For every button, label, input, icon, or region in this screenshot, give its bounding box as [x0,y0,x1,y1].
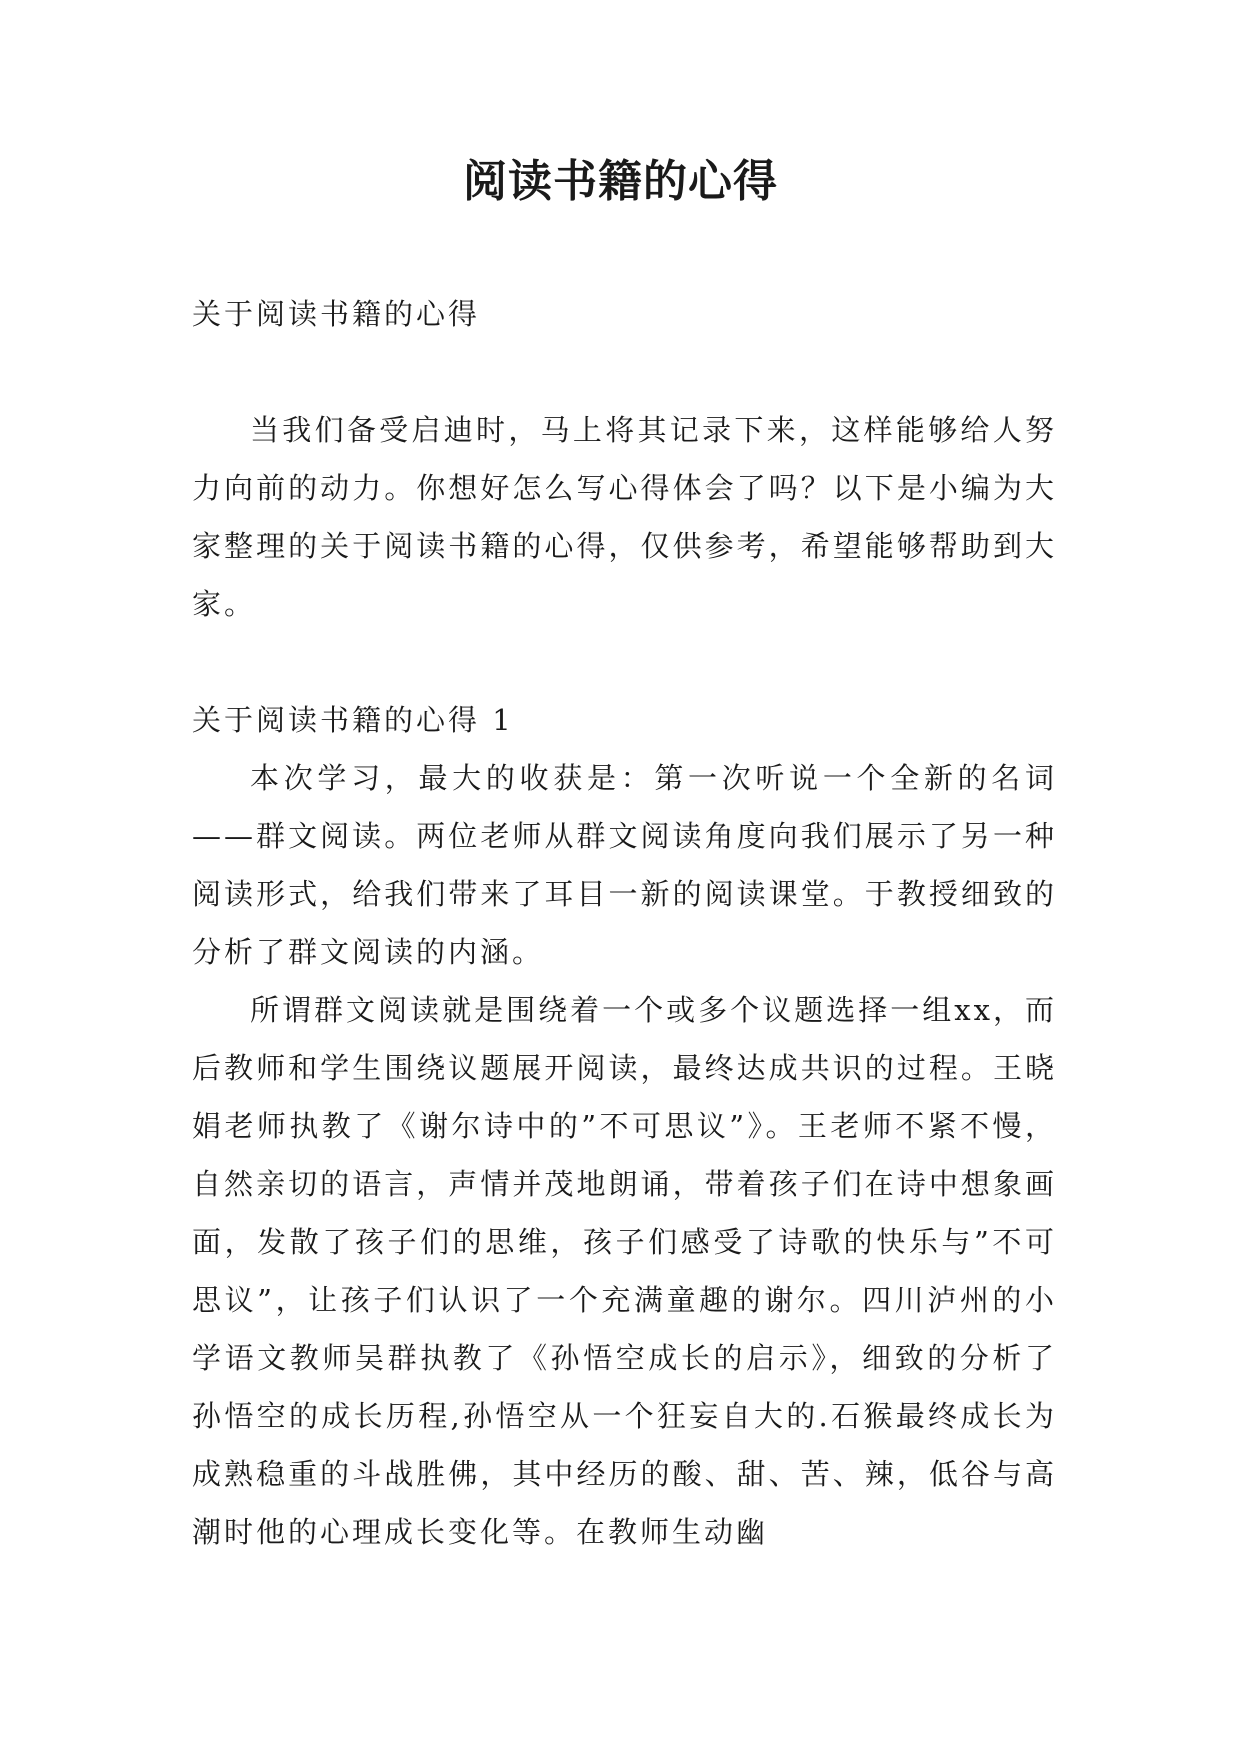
body-paragraph: 所谓群文阅读就是围绕着一个或多个议题选择一组xx，而后教师和学生围绕议题展开阅读，最终达成共识的过程。王晓娟老师执教了《谢尔诗中的”不可思议”》。王老师不紧不慢，自然亲切的语言，声情并茂地朗诵，带着孩子们在诗中想象画面，发散了孩子们的思维，孩子们感受了诗歌的快乐与”不可思议”，让孩子们认识了一个充满童趣的谢尔。四川泸州的小学语文教师吴群执教了《孙悟空成长的启示》，细致的分析了孙悟空的成长历程,孙悟空从一个狂妄自大的.石猴最终成长为成熟稳重的斗战胜佛，其中经历的酸、甜、苦、辣，低谷与高潮时他的心理成长变化等。在教师生动幽 [192,993,1057,1549]
section-heading: 关于阅读书籍的心得 1 [192,703,514,737]
intro-paragraph: 当我们备受启迪时，马上将其记录下来，这样能够给人努力向前的动力。你想好怎么写心得体会了吗？以下是小编为大家整理的关于阅读书籍的心得，仅供参考，希望能够帮助到大家。 [192,413,1057,621]
document-subtitle: 关于阅读书籍的心得 [192,297,481,331]
document-body [192,285,1057,1561]
document-title: 阅读书籍的心得 [463,156,778,207]
body-paragraph: 本次学习，最大的收获是：第一次听说一个全新的名词——群文阅读。两位老师从群文阅读角度向我们展示了另一种阅读形式，给我们带来了耳目一新的阅读课堂。于教授细致的分析了群文阅读的内涵。 [192,761,1057,969]
